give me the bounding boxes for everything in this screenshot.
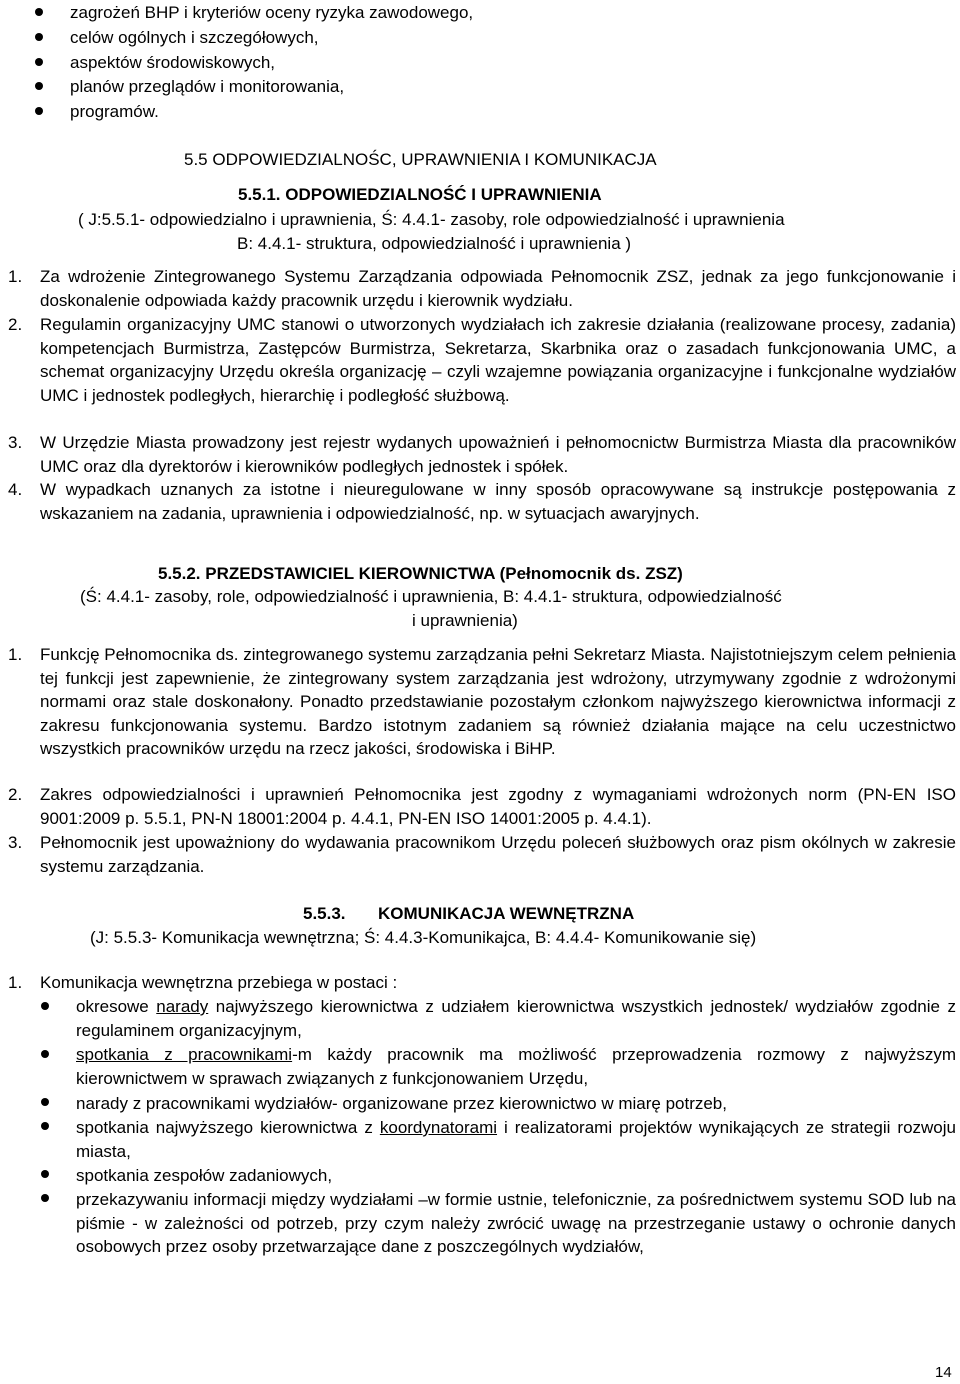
underlined-term: koordynatorami xyxy=(379,1118,498,1137)
list-item: zagrożeń BHP i kryteriów oceny ryzyka zawodowego, xyxy=(70,3,474,22)
reference-line: i uprawnienia) xyxy=(412,611,518,630)
numbered-paragraph: Za wdrożenie Zintegrowanego Systemu Zarządzania odpowiada Pełnomocnik ZSZ, jednak za jego funkcjonowanie i doskonalenie odpowiada każdy pracownik urzędu i kierownik wydziału. xyxy=(40,267,956,310)
bullet-icon xyxy=(41,1050,49,1058)
item-number: 1. xyxy=(8,267,23,286)
reference-line: (J: 5.5.3- Komunikacja wewnętrzna; Ś: 4.4.3-Komunikajca, B: 4.4.4- Komunikowanie się) xyxy=(90,928,757,947)
subsection-number: 5.5.3. xyxy=(303,904,346,923)
bullet-icon xyxy=(35,107,43,115)
bullet-icon xyxy=(41,1194,49,1202)
list-item: programów. xyxy=(70,102,159,121)
item-number: 1. xyxy=(8,973,23,992)
reference-line: (Ś: 4.4.1- zasoby, role, odpowiedzialność i uprawnienia, B: 4.4.1- struktura, odpowiedzialność xyxy=(80,587,782,606)
bullet-icon xyxy=(41,1002,49,1010)
item-number: 3. xyxy=(8,433,23,452)
numbered-paragraph: W Urzędzie Miasta prowadzony jest rejestr wydanych upoważnień i pełnomocnictw Burmistrza Miasta dla pracowników UMC oraz dla dyrektorów i kierowników podległych jednostek i spółek. xyxy=(40,433,956,476)
numbered-paragraph: Funkcję Pełnomocnika ds. zintegrowanego systemu zarządzania pełni Sekretarz Miasta. Najistotniejszym celem pełnienia tej funkcji jest zapewnienie, że zintegrowany system zarządzania jest wdrożony, utrzymywany zgodnie z wdrożonymi normami oraz stale doskonałony. Ponadto przedstawianie pozostałym członkom najwyższego kierownictwa informacji z zakresu funkcjonowania systemu. Bardzo istotnym zadaniem są również działania mające na celu uczestnictwo wszystkich pracowników urzędu na rzecz jakości, środowiska i BiHP. xyxy=(40,645,956,758)
list-item: przekazywaniu informacji między wydziałami –w formie ustnie, telefonicznie, za pośrednictwem systemu SOD lub na piśmie - w zależności od potrzeb, przy czym należy zwrócić uwagę na przestrzeganie ustawy o ochronie danych osobowych przez osoby przetwarzające dane z poszczególnych wydziałów, xyxy=(76,1190,956,1256)
item-number: 4. xyxy=(8,480,23,499)
list-item-text: i realizatorami projektów wynikających ze strategii rozwoju miasta, xyxy=(76,1118,956,1161)
numbered-paragraph: Regulamin organizacyjny UMC stanowi o utworzonych wydziałach ich zakresie działania (realizowane procesy, zadania) kompetencjach Burmistrza, Zastępców Burmistrza, Sekretarza, Skarbnika oraz o zasadach funkcjonowania UMC, a schemat organizacyjny Urzędu określa organizację – czyli wzajemne powiązania organizacyjne i funkcjonalne wydziałów UMC i jednostek podległych, hierarchię i podległość służbową. xyxy=(40,315,956,405)
subsection-title: 5.5.1. ODPOWIEDZIALNOŚĆ I UPRAWNIENIA xyxy=(238,185,602,204)
underlined-term: spotkania z pracownikami xyxy=(76,1045,293,1064)
list-item-text: -m każdy pracownik ma możliwość przeprowadzenia rozmowy z najwyższym kierownictwem w sprawach związanych z funkcjonowaniem Urzędu, xyxy=(76,1045,956,1088)
list-item xyxy=(76,1116,956,1163)
list-item: spotkania zespołów zadaniowych, xyxy=(76,1166,333,1185)
bullet-icon xyxy=(41,1170,49,1178)
numbered-paragraph: W wypadkach uznanych za istotne i nieuregulowane w inny sposób opracowywane są instrukcje postępowania z wskazaniem na zadania, uprawnienia i odpowiedzialność, np. w sytuacjach awaryjnych. xyxy=(40,480,956,523)
list-item xyxy=(76,995,956,1042)
item-number: 2. xyxy=(8,785,23,804)
list-item: aspektów środowiskowych, xyxy=(70,53,276,72)
item-number: 1. xyxy=(8,645,23,664)
list-item-text: okresowe xyxy=(76,997,157,1016)
list-item: planów przeglądów i monitorowania, xyxy=(70,77,345,96)
subsection-title: KOMUNIKACJA WEWNĘTRZNA xyxy=(378,904,635,923)
numbered-paragraph: Pełnomocnik jest upoważniony do wydawania pracownikom Urzędu poleceń służbowych oraz pism okólnych w zakresie systemu zarządzania. xyxy=(40,833,956,876)
numbered-paragraph: Komunikacja wewnętrzna przebiega w postaci : xyxy=(40,973,398,992)
list-item-text: spotkania najwyższego kierownictwa z xyxy=(76,1118,380,1137)
item-number: 2. xyxy=(8,315,23,334)
reference-line: B: 4.4.1- struktura, odpowiedzialność i uprawnienia ) xyxy=(237,234,632,253)
list-item-text: najwyższego kierownictwa z udziałem kierownictwa wszystkich jednostek/ wydziałów zgodnie z regulaminem organizacyjnym, xyxy=(76,997,956,1040)
bullet-icon xyxy=(41,1122,49,1130)
bullet-icon xyxy=(41,1098,49,1106)
list-item: celów ogólnych i szczegółowych, xyxy=(70,28,319,47)
section-title: 5.5 ODPOWIEDZIALNOŚC, UPRAWNIENIA I KOMUNIKACJA xyxy=(184,150,657,169)
bullet-icon xyxy=(35,33,43,41)
list-item xyxy=(76,1043,956,1090)
bullet-icon xyxy=(35,82,43,90)
subsection-title: 5.5.2. PRZEDSTAWICIEL KIEROWNICTWA (Pełnomocnik ds. ZSZ) xyxy=(158,564,683,583)
item-number: 3. xyxy=(8,833,23,852)
reference-line: ( J:5.5.1- odpowiedzialno i uprawnienia, Ś: 4.4.1- zasoby, role odpowiedzialność i uprawnienia xyxy=(78,210,785,229)
bullet-icon xyxy=(35,58,43,66)
numbered-paragraph: Zakres odpowiedzialności i uprawnień Pełnomocnika jest zgodny z wymaganiami wdrożonych norm (PN-EN ISO 9001:2009 p. 5.5.1, PN-N 18001:2004 p. 4.4.1, PN-EN ISO 14001:2005 p. 4.4.1). xyxy=(40,785,956,828)
page-number: 14 xyxy=(935,1364,952,1381)
underlined-term: narady xyxy=(156,997,209,1016)
bullet-icon xyxy=(35,8,43,16)
list-item: narady z pracownikami wydziałów- organizowane przez kierownictwo w miarę potrzeb, xyxy=(76,1094,727,1113)
